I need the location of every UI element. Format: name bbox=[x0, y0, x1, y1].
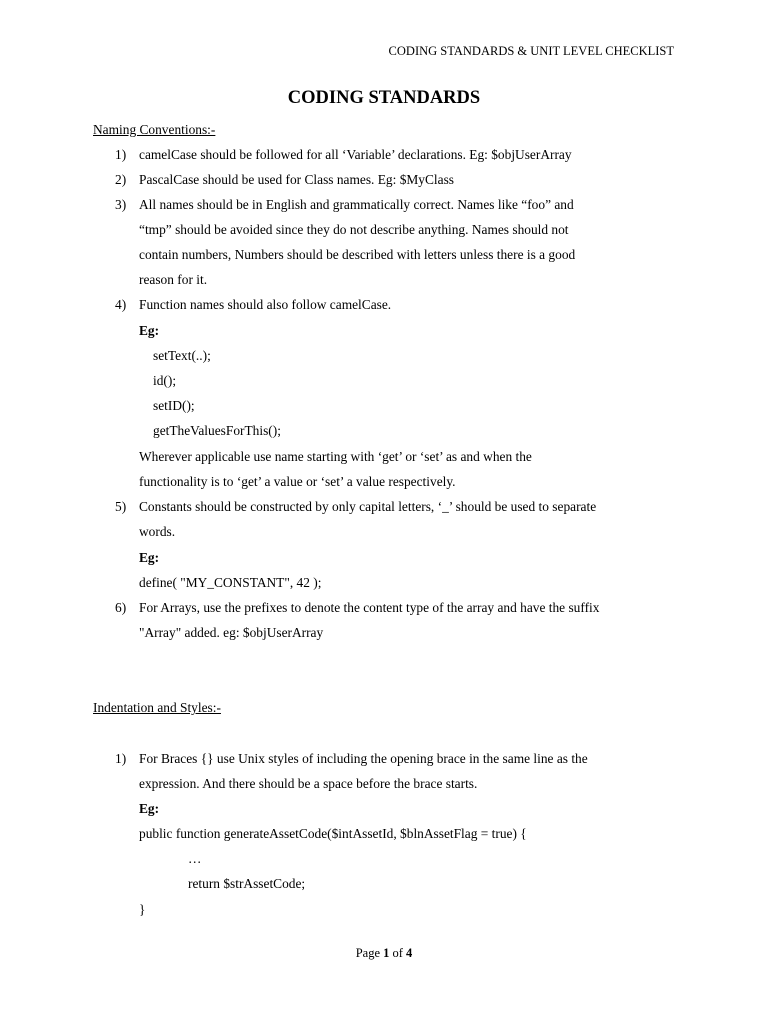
list-number: 4) bbox=[115, 297, 127, 312]
list-item-text: camelCase should be followed for all ‘Variable’ declarations. Eg: $objUserArray bbox=[139, 147, 572, 162]
code-line: } bbox=[139, 902, 146, 917]
code-line: id(); bbox=[153, 373, 177, 388]
list-item-text: “tmp” should be avoided since they do not describe anything. Names should not bbox=[139, 222, 569, 237]
list-item-text: "Array" added. eg: $objUserArray bbox=[139, 625, 324, 640]
code-line: setID(); bbox=[153, 398, 195, 413]
page-footer bbox=[0, 946, 768, 961]
list-number: 1) bbox=[115, 751, 127, 766]
list-item-text: PascalCase should be used for Class names. Eg: $MyClass bbox=[139, 172, 455, 187]
list-item-text: functionality is to ‘get’ a value or ‘set’ a value respectively. bbox=[139, 474, 456, 489]
example-label: Eg: bbox=[139, 323, 160, 338]
code-line: setText(..); bbox=[153, 348, 211, 363]
list-item-text: contain numbers, Numbers should be described with letters unless there is a good bbox=[139, 247, 576, 262]
section-heading-naming: Naming Conventions:- bbox=[93, 122, 216, 137]
code-line: return $strAssetCode; bbox=[188, 876, 306, 891]
list-number: 6) bbox=[115, 600, 127, 615]
list-item-text: Wherever applicable use name starting with ‘get’ or ‘set’ as and when the bbox=[139, 449, 532, 464]
list-item-text: For Arrays, use the prefixes to denote the content type of the array and have the suffix bbox=[139, 600, 600, 615]
example-label: Eg: bbox=[139, 801, 160, 816]
code-line: getTheValuesForThis(); bbox=[153, 423, 281, 438]
list-item-text: Function names should also follow camelCase. bbox=[139, 297, 392, 312]
running-header: CODING STANDARDS & UNIT LEVEL CHECKLIST bbox=[388, 44, 674, 58]
list-number: 1) bbox=[115, 147, 127, 162]
list-item-text: words. bbox=[139, 524, 176, 539]
list-item-text: All names should be in English and grammatically correct. Names like “foo” and bbox=[139, 197, 574, 212]
list-item-text: For Braces {} use Unix styles of including the opening brace in the same line as the bbox=[139, 751, 588, 766]
code-line: define( "MY_CONSTANT", 42 ); bbox=[139, 575, 322, 590]
page-title: CODING STANDARDS bbox=[287, 88, 481, 108]
section-heading-indentation: Indentation and Styles:- bbox=[93, 700, 221, 715]
list-item-text: Constants should be constructed by only capital letters, ‘_’ should be used to separate bbox=[139, 499, 597, 514]
code-line: public function generateAssetCode($intAssetId, $blnAssetFlag = true) { bbox=[139, 826, 527, 841]
list-number: 5) bbox=[115, 499, 127, 514]
list-item-text: expression. And there should be a space before the brace starts. bbox=[139, 776, 478, 791]
example-label: Eg: bbox=[139, 550, 160, 565]
list-number: 2) bbox=[115, 172, 127, 187]
footer-prefix: Page bbox=[355, 946, 384, 960]
page-number-current: 1 bbox=[383, 946, 390, 960]
code-line: … bbox=[188, 851, 202, 866]
list-number: 3) bbox=[115, 197, 127, 212]
list-item-text: reason for it. bbox=[139, 272, 208, 287]
page-number-total: 4 bbox=[406, 946, 413, 960]
footer-mid: of bbox=[389, 946, 407, 960]
